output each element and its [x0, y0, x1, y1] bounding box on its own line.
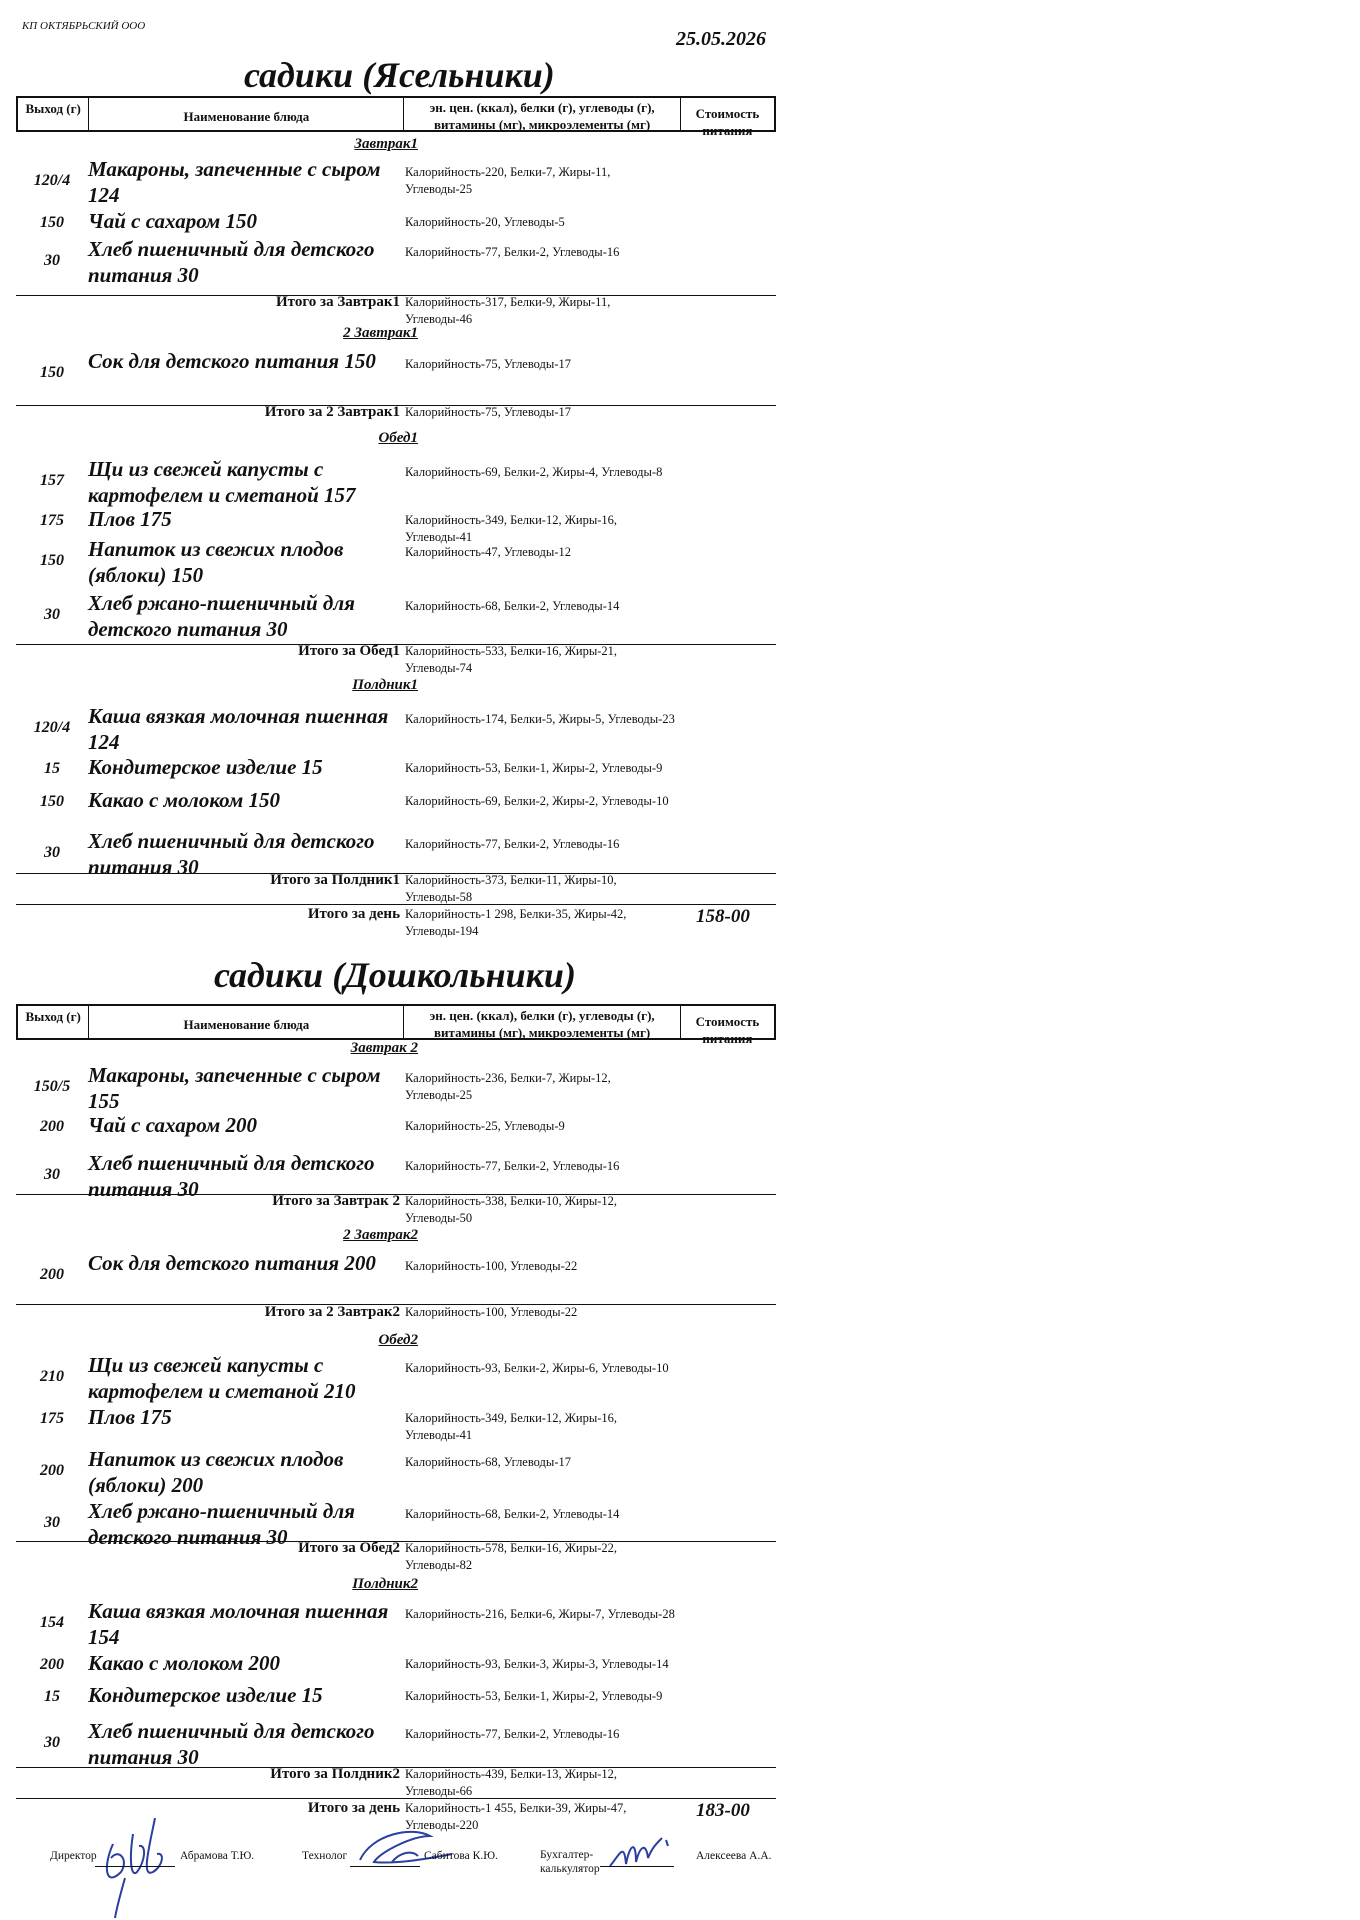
- dish-name: Какао с молоком 150: [88, 788, 281, 812]
- meal-total-label: Итого за Завтрак1: [276, 294, 400, 310]
- meal-total-nutrition: Калорийность-578, Белки-16, Жиры-22, Углеводы-82: [405, 1541, 618, 1572]
- dish-yield: 200: [40, 1462, 64, 1479]
- dish-yield: 150: [40, 364, 64, 381]
- dish-name: Каша вязкая молочная пшенная 154: [88, 1599, 389, 1649]
- dish-yield: 120/4: [33, 172, 71, 189]
- dish-nutrition: Калорийность-93, Белки-2, Жиры-6, Углеводы-10: [405, 1361, 669, 1375]
- table-header: [16, 96, 776, 138]
- technologist-name: Сабитова К.Ю.: [424, 1850, 498, 1862]
- meal-header: Завтрак 2: [350, 1040, 418, 1056]
- header-yield: Выход (г): [18, 1006, 89, 1038]
- dish-yield: 150: [40, 214, 64, 231]
- director-signature: [95, 1808, 185, 1920]
- dish-nutrition: Калорийность-220, Белки-7, Жиры-11, Углеводы-25: [405, 165, 611, 196]
- dish-name: Чай с сахаром 200: [88, 1113, 258, 1137]
- dish-name: Макароны, запеченные с сыром 124: [88, 157, 381, 207]
- dish-yield: 30: [44, 1166, 60, 1183]
- dish-yield: 15: [44, 760, 60, 777]
- dish-yield: 157: [40, 472, 64, 489]
- dish-nutrition: Калорийность-77, Белки-2, Углеводы-16: [405, 245, 620, 259]
- technologist-signature: [352, 1822, 462, 1872]
- dish-yield: 200: [40, 1118, 64, 1135]
- dish-nutrition: Калорийность-20, Углеводы-5: [405, 215, 565, 229]
- director-role: Директор: [50, 1850, 97, 1862]
- meal-total-nutrition: Калорийность-338, Белки-10, Жиры-12, Углеводы-50: [405, 1194, 618, 1225]
- day-cost: 158-00: [696, 906, 750, 927]
- technologist-role: Технолог: [302, 1850, 348, 1862]
- dish-nutrition: Калорийность-68, Углеводы-17: [405, 1455, 571, 1469]
- meal-header: Полдник1: [352, 677, 418, 693]
- dish-nutrition: Калорийность-69, Белки-2, Жиры-2, Углеводы-10: [405, 794, 669, 808]
- dish-nutrition: Калорийность-349, Белки-12, Жиры-16, Углеводы-41: [405, 1411, 618, 1442]
- dish-nutrition: Калорийность-53, Белки-1, Жиры-2, Углеводы-9: [405, 761, 663, 775]
- meal-header: Обед2: [378, 1332, 418, 1348]
- day-total-nutrition: Калорийность-1 298, Белки-35, Жиры-42, Углеводы-194: [405, 907, 627, 938]
- director-signature-line: [95, 1866, 175, 1867]
- header-yield: Выход (г): [18, 98, 89, 130]
- dish-name: Чай с сахаром 150: [88, 209, 258, 233]
- meal-header: Обед1: [378, 430, 418, 446]
- accountant-signature-line: [600, 1866, 674, 1867]
- meal-total-label: Итого за 2 Завтрак1: [264, 404, 400, 420]
- dish-name: Хлеб ржано-пшеничный для детского питания 30: [88, 591, 355, 641]
- dish-name: Сок для детского питания 150: [88, 349, 376, 373]
- dish-nutrition: Калорийность-25, Углеводы-9: [405, 1119, 565, 1133]
- header-dish-name: Наименование блюда: [89, 98, 404, 130]
- meal-header: Полдник2: [352, 1576, 418, 1592]
- meal-header: 2 Завтрак2: [343, 1227, 418, 1243]
- dish-nutrition: Калорийность-68, Белки-2, Углеводы-14: [405, 599, 620, 613]
- accountant-name: Алексеева А.А.: [696, 1850, 772, 1862]
- dish-name: Плов 175: [88, 507, 172, 531]
- dish-name: Хлеб пшеничный для детского питания 30: [88, 237, 375, 287]
- dish-yield: 120/4: [33, 719, 71, 736]
- dish-yield: 175: [40, 1410, 64, 1427]
- dish-yield: 30: [44, 606, 60, 623]
- header-nutrition: эн. цен. (ккал), белки (г), углеводы (г), витамины (мг), микроэлементы (мг): [404, 98, 680, 130]
- dish-name: Щи из свежей капусты с картофелем и сметаной 157: [88, 457, 356, 507]
- dish-nutrition: Калорийность-174, Белки-5, Жиры-5, Углеводы-23: [405, 712, 675, 726]
- dish-nutrition: Калорийность-77, Белки-2, Углеводы-16: [405, 1727, 620, 1741]
- dish-yield: 30: [44, 252, 60, 269]
- table-header: [16, 1004, 776, 1046]
- header-dish-name: Наименование блюда: [89, 1006, 404, 1038]
- dish-yield: 175: [40, 512, 64, 529]
- accountant-role: Бухгалтер-калькулятор: [540, 1849, 600, 1875]
- dish-yield: 30: [44, 844, 60, 861]
- accountant-signature: [606, 1834, 676, 1874]
- dish-yield: 200: [40, 1266, 64, 1283]
- dish-name: Каша вязкая молочная пшенная 124: [88, 704, 389, 754]
- dish-nutrition: Калорийность-77, Белки-2, Углеводы-16: [405, 1159, 620, 1173]
- dish-nutrition: Калорийность-53, Белки-1, Жиры-2, Углеводы-9: [405, 1689, 663, 1703]
- meal-total-nutrition: Калорийность-533, Белки-16, Жиры-21, Углеводы-74: [405, 644, 618, 675]
- day-total-divider: [16, 904, 776, 905]
- day-total-divider: [16, 1798, 776, 1799]
- dish-name: Напиток из свежих плодов (яблоки) 200: [88, 1447, 344, 1497]
- menu-date: 25.05.2026: [676, 28, 766, 50]
- header-nutrition: эн. цен. (ккал), белки (г), углеводы (г), витамины (мг), микроэлементы (мг): [404, 1006, 680, 1038]
- director-name: Абрамова Т.Ю.: [180, 1850, 255, 1862]
- day-total-label: Итого за день: [307, 906, 400, 922]
- dish-name: Кондитерское изделие 15: [88, 1683, 323, 1707]
- dish-name: Хлеб ржано-пшеничный для детского питания 30: [88, 1499, 355, 1549]
- meal-total-label: Итого за Завтрак 2: [272, 1193, 400, 1209]
- header-cost: Стоимость питания: [695, 1014, 760, 1046]
- dish-yield: 150: [40, 793, 64, 810]
- dish-nutrition: Калорийность-100, Углеводы-22: [405, 1259, 578, 1273]
- dish-name: Щи из свежей капусты с картофелем и сметаной 210: [88, 1353, 356, 1403]
- dish-nutrition: Калорийность-77, Белки-2, Углеводы-16: [405, 837, 620, 851]
- dish-yield: 210: [40, 1368, 64, 1385]
- dish-name: Сок для детского питания 200: [88, 1251, 376, 1275]
- dish-yield: 150/5: [33, 1078, 71, 1095]
- dish-nutrition: Калорийность-349, Белки-12, Жиры-16, Углеводы-41: [405, 513, 618, 544]
- meal-total-label: Итого за Обед1: [298, 643, 400, 659]
- meal-total-nutrition: Калорийность-439, Белки-13, Жиры-12, Углеводы-66: [405, 1767, 618, 1798]
- day-cost: 183-00: [696, 1800, 750, 1821]
- dish-yield: 200: [40, 1656, 64, 1673]
- meal-total-nutrition: Калорийность-317, Белки-9, Жиры-11, Углеводы-46: [405, 295, 611, 326]
- meal-total-nutrition: Калорийность-100, Углеводы-22: [405, 1305, 578, 1319]
- dish-nutrition: Калорийность-75, Углеводы-17: [405, 357, 571, 371]
- dish-yield: 150: [40, 552, 64, 569]
- dish-yield: 15: [44, 1688, 60, 1705]
- dish-nutrition: Калорийность-69, Белки-2, Жиры-4, Углеводы-8: [405, 465, 663, 479]
- meal-header: Завтрак1: [354, 136, 418, 152]
- meal-header: 2 Завтрак1: [343, 325, 418, 341]
- dish-name: Напиток из свежих плодов (яблоки) 150: [88, 537, 344, 587]
- dish-name: Какао с молоком 200: [88, 1651, 281, 1675]
- dish-nutrition: Калорийность-68, Белки-2, Углеводы-14: [405, 1507, 620, 1521]
- day-total-nutrition: Калорийность-1 455, Белки-39, Жиры-47, Углеводы-220: [405, 1801, 627, 1832]
- dish-name: Хлеб пшеничный для детского питания 30: [88, 1151, 375, 1201]
- dish-nutrition: Калорийность-236, Белки-7, Жиры-12, Углеводы-25: [405, 1071, 611, 1102]
- meal-total-label: Итого за Полдник1: [270, 872, 400, 888]
- dish-name: Кондитерское изделие 15: [88, 755, 323, 779]
- dish-nutrition: Калорийность-93, Белки-3, Жиры-3, Углеводы-14: [405, 1657, 669, 1671]
- section-title: садики (Ясельники): [244, 55, 555, 95]
- meal-total-label: Итого за 2 Завтрак2: [264, 1304, 400, 1320]
- technologist-signature-line: [350, 1866, 420, 1867]
- dish-name: Хлеб пшеничный для детского питания 30: [88, 1719, 375, 1769]
- dish-nutrition: Калорийность-216, Белки-6, Жиры-7, Углеводы-28: [405, 1607, 675, 1621]
- meal-total-label: Итого за Полдник2: [270, 1766, 400, 1782]
- meal-total-nutrition: Калорийность-75, Углеводы-17: [405, 405, 571, 419]
- dish-name: Макароны, запеченные с сыром 155: [88, 1063, 381, 1113]
- dish-yield: 154: [40, 1614, 64, 1631]
- dish-yield: 30: [44, 1514, 60, 1531]
- day-total-label: Итого за день: [307, 1800, 400, 1816]
- dish-name: Плов 175: [88, 1405, 172, 1429]
- dish-name: Хлеб пшеничный для детского питания 30: [88, 829, 375, 879]
- meal-total-nutrition: Калорийность-373, Белки-11, Жиры-10, Углеводы-58: [405, 873, 617, 904]
- dish-yield: 30: [44, 1734, 60, 1751]
- dish-nutrition: Калорийность-47, Углеводы-12: [405, 545, 571, 559]
- organization-name: КП ОКТЯБРЬСКИЙ ООО: [22, 20, 146, 32]
- meal-total-label: Итого за Обед2: [298, 1540, 400, 1556]
- header-cost: Стоимость питания: [695, 106, 760, 138]
- section-title: садики (Дошкольники): [214, 955, 576, 995]
